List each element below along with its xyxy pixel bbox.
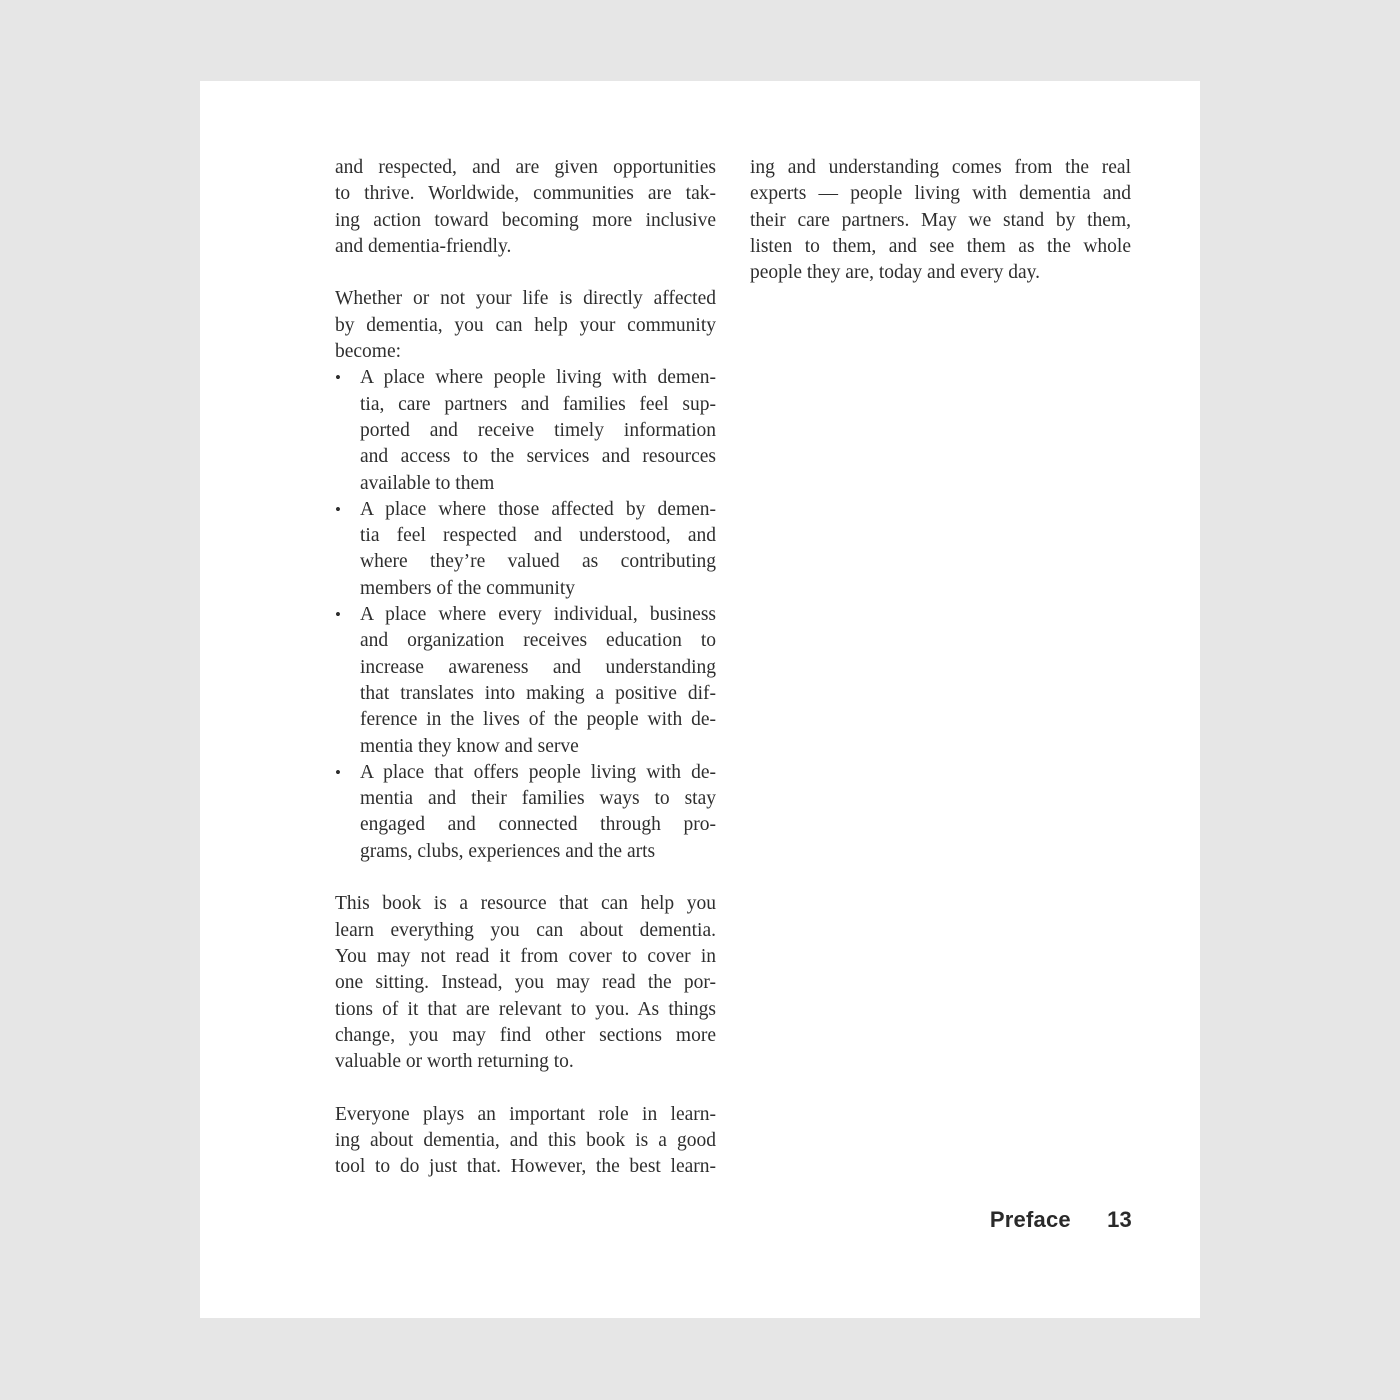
text-line: people they are, today and every day. [750,262,1041,284]
paragraph-2 [335,286,716,365]
left-column [335,155,716,1181]
text-line: mentia and their families ways to stay [360,788,716,810]
paragraph-1 [335,155,716,260]
text-line: and dementia-friendly. [335,235,512,257]
bullet-item [335,760,716,865]
text-line: You may not read it from cover to cover in [335,945,716,967]
page-number: 13 [1107,1207,1132,1232]
text-line: listen to them, and see them as the whole [750,235,1131,257]
text-line: ing action toward becoming more inclusive [335,209,716,231]
bullet-icon: • [335,368,341,388]
text-line: tia feel respected and understood, and [360,525,716,547]
text-line: increase awareness and understanding [360,656,716,678]
page-footer [990,1207,1132,1233]
section-title: Preface [989,1207,1071,1232]
bullet-icon: • [335,762,341,782]
bullet-item [335,365,716,496]
text-line: A place where those affected by demen- [360,498,716,520]
text-line: experts — people living with dementia and [750,183,1131,205]
text-line: to thrive. Worldwide, communities are tak- [335,183,716,205]
book-page [200,81,1200,1318]
text-line: one sitting. Instead, you may read the por- [335,972,716,994]
paragraph-gap [335,865,716,891]
bullet-list [335,365,716,865]
text-line: and access to the services and resources [360,446,716,468]
text-line: by dementia, you can help your community [335,314,716,336]
text-line: and respected, and are given opportunities [335,157,716,178]
text-line: change, you may find other sections more [335,1024,716,1046]
right-column [750,155,1131,286]
text-line: learn everything you can about dementia. [335,919,716,941]
text-line: A place where every individual, business [360,604,716,626]
text-line: This book is a resource that can help you [335,893,716,915]
text-line: become: [335,341,402,363]
text-line: A place that offers people living with de- [360,761,716,783]
text-line: ported and receive timely information [360,419,716,441]
text-line: tool to do just that. However, the best learn- [335,1156,716,1178]
bullet-icon: • [335,605,341,625]
text-line: that translates into making a positive dif- [360,682,716,704]
text-line: tions of it that are relevant to you. As things [335,998,716,1020]
text-line: grams, clubs, experiences and the arts [360,840,656,862]
text-line: ing about dementia, and this book is a good [335,1129,716,1151]
text-line: Whether or not your life is directly affected [335,288,716,310]
text-line: engaged and connected through pro- [360,814,716,836]
paragraph-3 [335,891,716,1075]
text-line: tia, care partners and families feel sup- [360,393,716,415]
paragraph-gap [335,1075,716,1101]
text-line: A place where people living with demen- [360,367,716,389]
text-line: and organization receives education to [360,630,716,652]
paragraph-gap [335,260,716,286]
text-line: where they’re valued as contributing [360,551,716,573]
text-line: Everyone plays an important role in learn- [335,1103,716,1125]
text-line: mentia they know and serve [360,735,579,757]
text-line: their care partners. May we stand by them, [750,209,1131,231]
text-line: valuable or worth returning to. [335,1051,574,1073]
text-line: members of the community [360,577,575,599]
bullet-item [335,602,716,760]
text-line: ference in the lives of the people with de- [360,709,716,731]
paragraph-4 [335,1102,716,1181]
paragraph-continued [750,155,1131,286]
text-line: ing and understanding comes from the real [750,157,1131,178]
bullet-icon: • [335,499,341,519]
bullet-item [335,497,716,602]
text-line: available to them [360,472,495,494]
